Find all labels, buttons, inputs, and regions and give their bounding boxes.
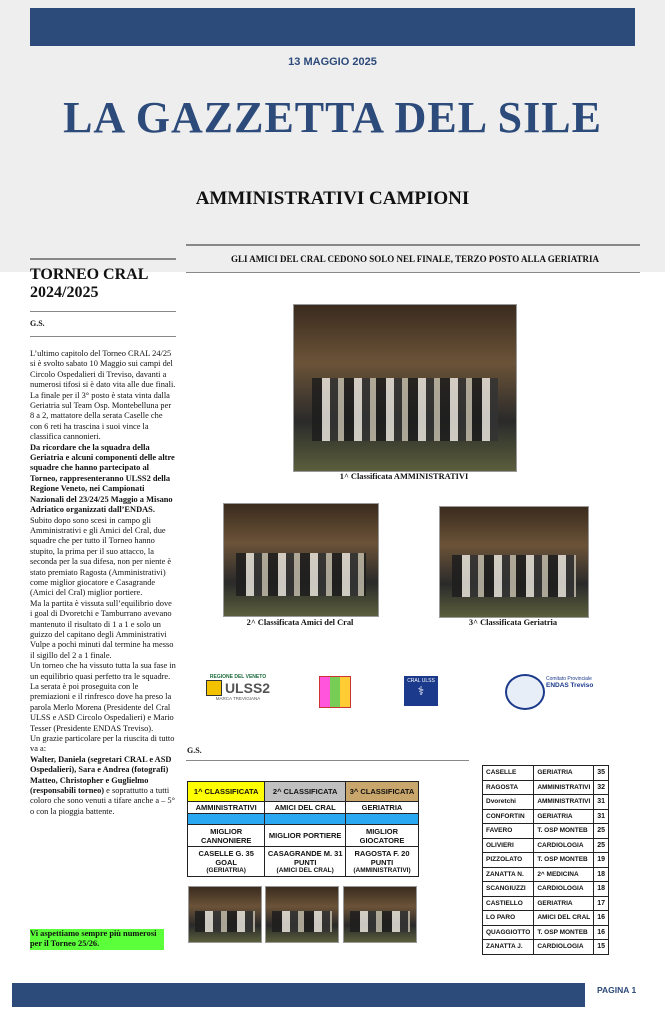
podium-team: AMMINISTRATIVI (188, 802, 265, 814)
article-author: G.S. (30, 319, 45, 328)
ulss2-logo: REGIONE DEL VENETO ULSS2 MARCA TREVIGIANA (204, 674, 272, 708)
scorer-row (483, 911, 609, 926)
issue-date: 13 MAGGIO 2025 (288, 56, 377, 68)
divider (30, 258, 176, 260)
podium-team: AMICI DEL CRAL (265, 802, 346, 814)
scorer-team: T. OSP MONTEB (534, 824, 594, 839)
photo-third-place (439, 506, 589, 618)
scorer-points: 19 (594, 853, 609, 868)
photo-first-place (293, 304, 517, 472)
scorer-points: 25 (594, 824, 609, 839)
masthead: LA GAZZETTA DEL SILE (63, 93, 602, 142)
scorer-points: 17 (594, 896, 609, 911)
scorer-team: T. OSP MONTEB (534, 925, 594, 940)
scorer-row (483, 766, 609, 781)
scorer-name: CONFORTIN (483, 809, 534, 824)
award-winner: CASAGRANDE M. 31 PUNTI (AMICI DEL CRAL) (265, 847, 346, 877)
scorer-row (483, 940, 609, 955)
podium-team: GERIATRIA (346, 802, 419, 814)
scorer-row (483, 896, 609, 911)
scorer-points: 16 (594, 911, 609, 926)
scorer-team: GERIATRIA (534, 809, 594, 824)
caption-third-place: 3^ Classificata Geriatria (468, 618, 558, 627)
scorer-name: OLIVIERI (483, 838, 534, 853)
caption-second-place: 2^ Classificata Amici del Cral (246, 618, 354, 627)
award-photo (188, 886, 262, 943)
scorer-name: CASELLE (483, 766, 534, 781)
award-winner: RAGOSTA F. 20 PUNTI (AMMINISTRATIVI) (346, 847, 419, 877)
scorer-row (483, 795, 609, 810)
endas-treviso-logo: Comitato Provinciale ENDAS Treviso (546, 676, 594, 689)
award-photo (265, 886, 339, 943)
caption-first-place: 1^ Classificata AMMINISTRATIVI (339, 472, 469, 481)
award-title: MIGLIOR GIOCATORE (346, 825, 419, 847)
podium-place: 3^ CLASSIFICATA (346, 782, 419, 802)
scorer-row (483, 867, 609, 882)
scorer-team: GERIATRIA (534, 766, 594, 781)
scorer-name: RAGOSTA (483, 780, 534, 795)
scorer-points: 35 (594, 766, 609, 781)
scorer-team: CARDIOLOGIA (534, 940, 594, 955)
scorer-team: GERIATRIA (534, 896, 594, 911)
scorers-table (482, 765, 609, 955)
scorer-team: AMMINISTRATIVI (534, 780, 594, 795)
scorer-name: QUAGGIOTTO (483, 925, 534, 940)
page-number: PAGINA 1 (597, 985, 637, 995)
scorer-row (483, 853, 609, 868)
scorer-points: 15 (594, 940, 609, 955)
scorer-points: 18 (594, 867, 609, 882)
subheadline: GLI AMICI DEL CRAL CEDONO SOLO NEL FINALE, TERZO POSTO ALLA GERIATRIA (230, 254, 600, 264)
scorer-points: 16 (594, 925, 609, 940)
scorer-points: 18 (594, 882, 609, 897)
award-photo (343, 886, 417, 943)
scorer-row (483, 838, 609, 853)
scorer-points: 31 (594, 809, 609, 824)
divider (186, 244, 640, 246)
scorer-team: CARDIOLOGIA (534, 882, 594, 897)
scorer-name: LO PARO (483, 911, 534, 926)
photo-second-place (223, 503, 379, 617)
cral-ulss-logo: CRAL ULSS ⚕ (404, 676, 438, 706)
endas-seal-logo (505, 674, 545, 710)
article-body: L’ultimo capitolo del Torneo CRAL 24/25 si è svolto sabato 10 Maggio sui campi del Circolo Ospedalieri di Treviso, davanti a numerosi tifosi si è dato vita alle due finali. La finale per il 3° posto è stata vinta dalla Geriatria sul Team Osp. Montebelluna per 8 a 2, mattatore della serata Caselle che con 6 reti ha trascina i suoi vince la classifica cannonieri. Da ricordare che la squadra della Geriatria e alcuni componenti delle altre squadre che hanno partecipato al Torneo, rappresenteranno ULSS2 della Regione Veneto, nei Campionati Nazionali del 23/24/25 Maggio a Misano Adriatico organizzati dall’ENDAS. Subito dopo sono scesi in campo gli Amministrativi e gli Amici del Cral, due squadre che per tutto il Torneo hanno stupito, la prima per il suo attacco, la seconda per la sua difesa, non per niente è stato premiato Ragosta (Amministrativi) come miglior giocatore e Casagrande (Amici del Cral) miglior portiere. Ma la partita è vissuta sull’equilibrio dove i goal di Dvoretchi e Tamburrano avevano mantenuto il risultato di 1 a 1 e solo un guizzo del capitano degli Amministrativi Vulpe a pochi minuti dal termine ha messo il sigillo del 2 a 1 finale. Un torneo che ha vissuto tutta la sua fase in un equilibrio quasi perfetto tra le squadre. La serata è poi proseguita con le premiazioni e il rinfresco dove ha preso la parola Merlo Morena (Presidente del Cral ULSS e ASD Circolo Ospedalieri) e Mario Tesser (Presidente ENDAS Treviso). Un grazie particolare per la riuscita di tutto va a: Walter, Daniela (segretari CRAL e ASD Ospedalieri), Sara e Andrea (fotografi) Matteo, Christopher e Guglielmo (responsabili torneo) e soprattutto a tutti coloro che sono venuti a tifare anche a – 5° o con la pioggia battente. (30, 349, 176, 816)
headline: AMMINISTRATIVI CAMPIONI (195, 188, 470, 209)
scorer-row (483, 780, 609, 795)
scorer-team: AMMINISTRATIVI (534, 795, 594, 810)
divider (186, 272, 640, 273)
scorer-team: T. OSP MONTEB (534, 853, 594, 868)
scorer-name: SCANGIUZZI (483, 882, 534, 897)
scorer-name: ZANATTA N. (483, 867, 534, 882)
promo-box: Vi aspettiamo sempre più numerosi per il Torneo 25/26. (30, 929, 164, 950)
scorer-team: AMICI DEL CRAL (534, 911, 594, 926)
scorer-name: Dvoretchi (483, 795, 534, 810)
scorer-row (483, 824, 609, 839)
award-winner: CASELLE G. 35 GOAL (GERIATRIA) (188, 847, 265, 877)
scorer-row (483, 809, 609, 824)
award-title: MIGLIOR CANNONIERE (188, 825, 265, 847)
podium-place: 2^ CLASSIFICATA (265, 782, 346, 802)
scorer-team: 2^ MEDICINA (534, 867, 594, 882)
scorer-name: ZANATTA J. (483, 940, 534, 955)
footer-bar (12, 983, 585, 1007)
podium-table (187, 781, 419, 877)
scorer-name: PIZZOLATO (483, 853, 534, 868)
scorer-row (483, 925, 609, 940)
podium-place: 1^ CLASSIFICATA (188, 782, 265, 802)
award-title: MIGLIOR PORTIERE (265, 825, 346, 847)
scorer-points: 31 (594, 795, 609, 810)
scorer-row (483, 882, 609, 897)
top-bar (30, 8, 635, 46)
cral-emblem-logo (319, 676, 351, 708)
scorer-name: FAVERO (483, 824, 534, 839)
scorer-team: CARDIOLOGIA (534, 838, 594, 853)
scorer-points: 32 (594, 780, 609, 795)
scorer-points: 25 (594, 838, 609, 853)
bottom-author: G.S. (187, 746, 202, 755)
article-title: TORNEO CRAL 2024/2025 (30, 266, 149, 301)
article-column (30, 266, 176, 817)
scorer-name: CASTIELLO (483, 896, 534, 911)
divider (186, 760, 469, 761)
